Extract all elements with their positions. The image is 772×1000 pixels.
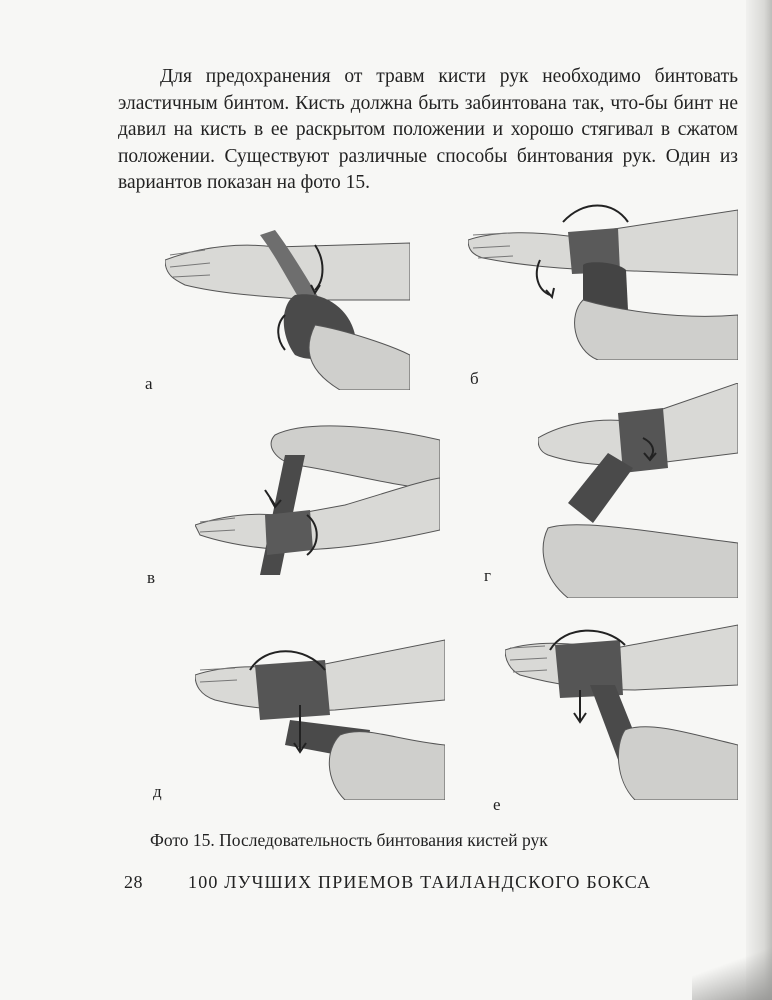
photo-label-e: е [493,795,501,814]
body-paragraph: Для предохранения от травм кисти рук необходимо бинтовать эластичным бинтом. Кисть должна быть забинтована так, что-бы бинт не давил на кисть в ее раскрытом положении и хорошо стягивал в сжатом положении. Существуют различные способы бинтования рук. Один из вариантов показан на фото 15. [118,66,738,193]
scan-edge [746,0,772,1000]
photo-b [468,200,738,360]
photo-label-b: б [470,369,479,388]
photo-d [195,630,445,800]
book-title: 100 ЛУЧШИХ ПРИЕМОВ ТАИЛАНДСКОГО БОКСА [188,872,652,892]
scan-shadow [692,940,772,1000]
page-number: 28 [124,872,143,892]
photo-a [165,205,410,390]
photo-g [538,383,738,598]
photo-v [195,410,440,585]
photo-label-v: в [147,568,156,587]
photo-caption: Фото 15. Последовательность бинтования кистей рук [150,830,548,850]
photo-label-g: г [484,566,491,585]
photo-label-a: а [145,374,153,393]
photo-label-d: д [153,782,162,801]
photo-e [505,620,738,800]
